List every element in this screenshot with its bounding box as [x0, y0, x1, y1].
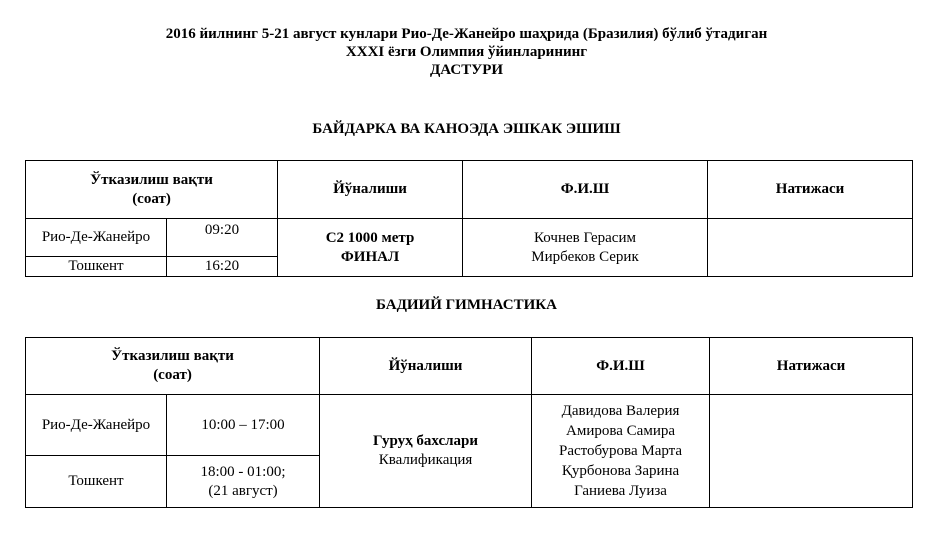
header-line-1: 2016 йилнинг 5-21 август кунлари Рио-Де-Жанейро шаҳрида (Бразилия) бўлиб ўтадиган [165, 26, 768, 42]
table-header-row [26, 338, 913, 395]
results-header: Натижаси [710, 338, 913, 395]
section-title-gymnastics: БАДИИЙ ГИМНАСТИКА [376, 297, 557, 313]
time-cell: 10:00 – 17:00 [167, 395, 320, 456]
table-row [26, 395, 913, 456]
athletes-cell [532, 395, 710, 508]
names-header: Ф.И.Ш [532, 338, 710, 395]
event-cell [278, 219, 463, 277]
section-title-canoe: БАЙДАРКА ВА КАНОЭДА ЭШКАК ЭШИШ [312, 121, 621, 137]
gymnastics-schedule-table [25, 337, 913, 508]
event-stage: ФИНАЛ [340, 248, 400, 265]
athlete-name: Кочнев Герасим [534, 229, 636, 246]
time-header-unit: (соат) [153, 367, 192, 383]
city-cell: Тошкент [26, 257, 167, 277]
time-header-label: Ўтказилиш вақти [111, 348, 234, 364]
athlete-name: Давидова Валерия [561, 403, 680, 419]
athlete-name: Қурбонова Зарина [561, 463, 680, 479]
event-stage: Квалификация [378, 452, 473, 468]
time-header [26, 161, 278, 219]
city-cell: Тошкент [26, 456, 167, 508]
time-date-note: (21 август) [208, 482, 278, 499]
event-cell [320, 395, 532, 508]
canoe-schedule-table [25, 160, 913, 277]
results-header: Натижаси [708, 161, 913, 219]
time-header [26, 338, 320, 395]
result-cell [708, 219, 913, 277]
table-row [26, 219, 913, 257]
time-cell [167, 456, 320, 508]
athletes-cell [463, 219, 708, 277]
athlete-name: Амирова Самира [566, 423, 675, 439]
athlete-name: Ганиева Луиза [574, 483, 667, 499]
event-name: С2 1000 метр [325, 229, 415, 246]
city-cell: Рио-Де-Жанейро [26, 219, 167, 257]
header-line-2: XXXI ёзги Олимпия ўйинларининг [345, 44, 588, 60]
time-cell: 09:20 [167, 219, 278, 257]
direction-header: Йўналиши [278, 161, 463, 219]
time-range: 18:00 - 01:00; [200, 463, 286, 480]
document-header [0, 25, 933, 79]
direction-header: Йўналиши [320, 338, 532, 395]
time-cell: 16:20 [167, 257, 278, 277]
athlete-name: Растобурова Марта [558, 443, 683, 459]
time-header-unit: (соат) [132, 190, 171, 207]
header-line-3: ДАСТУРИ [429, 62, 504, 78]
city-cell: Рио-Де-Жанейро [26, 395, 167, 456]
event-name: Гуруҳ бахслари [373, 433, 479, 449]
result-cell [710, 395, 913, 508]
time-header-label: Ўтказилиш вақти [90, 171, 213, 188]
athlete-name: Мирбеков Серик [531, 248, 639, 265]
names-header: Ф.И.Ш [463, 161, 708, 219]
table-header-row [26, 161, 913, 219]
